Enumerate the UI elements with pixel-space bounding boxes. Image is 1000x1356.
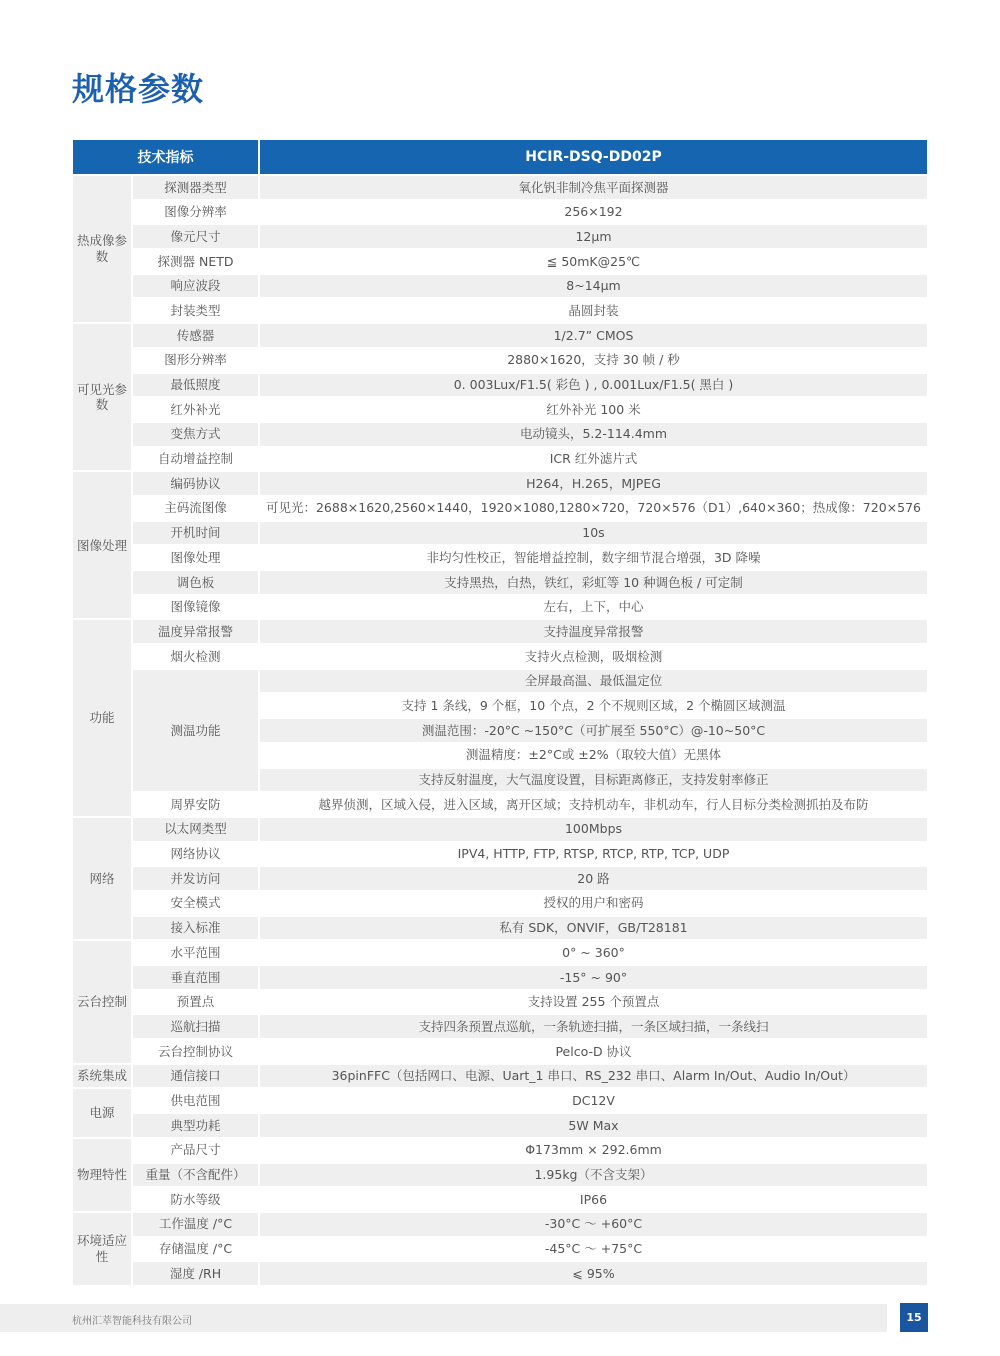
- spec-value: 100Mbps: [259, 817, 928, 842]
- spec-value: 测温范围：-20°C ~150°C（可扩展至 550°C）@-10~50°C: [259, 718, 928, 743]
- spec-label: 湿度 /RH: [132, 1261, 259, 1286]
- spec-label: 并发访问: [132, 866, 259, 891]
- table-row: [72, 595, 928, 620]
- table-row: [72, 1163, 928, 1188]
- spec-label: 防水等级: [132, 1187, 259, 1212]
- spec-label: 周界安防: [132, 792, 259, 817]
- spec-value: 1.95kg（不含支架）: [259, 1163, 928, 1188]
- table-row: [72, 521, 928, 546]
- spec-value: -15° ~ 90°: [259, 965, 928, 990]
- spec-value: IP66: [259, 1187, 928, 1212]
- spec-label: 图像镜像: [132, 595, 259, 620]
- table-row: [72, 200, 928, 225]
- spec-value: 电动镜头，5.2-114.4mm: [259, 422, 928, 447]
- group-label: 可见光参数: [72, 323, 132, 471]
- spec-label: 调色板: [132, 570, 259, 595]
- table-row: [72, 447, 928, 472]
- table-row: [72, 1064, 928, 1089]
- company-name: 杭州汇萃智能科技有限公司: [72, 1316, 192, 1327]
- spec-label: 传感器: [132, 323, 259, 348]
- spec-value: H264，H.265，MJPEG: [259, 471, 928, 496]
- spec-label: 主码流图像: [132, 496, 259, 521]
- spec-label: 变焦方式: [132, 422, 259, 447]
- spec-label: 图像分辨率: [132, 200, 259, 225]
- spec-value: 5W Max: [259, 1113, 928, 1138]
- table-row: [72, 397, 928, 422]
- table-row: [72, 940, 928, 965]
- spec-value: 36pinFFC（包括网口、电源、Uart_1 串口、RS_232 串口、Alarm In/Out、Audio In/Out）: [259, 1064, 928, 1089]
- table-row: [72, 422, 928, 447]
- spec-value: 支持反射温度，大气温度设置，目标距离修正，支持发射率修正: [259, 768, 928, 793]
- group-label: 物理特性: [72, 1138, 132, 1212]
- group-label: 云台控制: [72, 940, 132, 1063]
- table-row: [72, 175, 928, 200]
- spec-label: 探测器类型: [132, 175, 259, 200]
- group-label: 网络: [72, 817, 132, 940]
- spec-label: 安全模式: [132, 891, 259, 916]
- group-label: 环境适应性: [72, 1212, 132, 1286]
- spec-value: 支持 1 条线，9 个框，10 个点，2 个不规则区域，2 个椭圆区域测温: [259, 693, 928, 718]
- spec-value: Pelco-D 协议: [259, 1039, 928, 1064]
- spec-value: 2880×1620，支持 30 帧 / 秒: [259, 348, 928, 373]
- spec-value: 支持设置 255 个预置点: [259, 990, 928, 1015]
- spec-value: 测温精度：±2°C或 ±2%（取较大值）无黑体: [259, 743, 928, 768]
- spec-value: IPV4, HTTP, FTP, RTSP, RTCP, RTP, TCP, UDP: [259, 842, 928, 867]
- spec-value: 全屏最高温、最低温定位: [259, 669, 928, 694]
- spec-value: ⩽ 95%: [259, 1261, 928, 1286]
- spec-value: -45°C ～ +75°C: [259, 1237, 928, 1262]
- table-row: [72, 1088, 928, 1113]
- spec-label: 工作温度 /°C: [132, 1212, 259, 1237]
- table-row: [72, 1039, 928, 1064]
- spec-value: 256×192: [259, 200, 928, 225]
- spec-label: 封装类型: [132, 298, 259, 323]
- spec-label: 测温功能: [132, 669, 259, 792]
- table-row: [72, 965, 928, 990]
- table-row: [72, 298, 928, 323]
- spec-label: 供电范围: [132, 1088, 259, 1113]
- spec-label: 典型功耗: [132, 1113, 259, 1138]
- table-row: [72, 1014, 928, 1039]
- spec-value: 0. 003Lux/F1.5( 彩色 ) , 0.001Lux/F1.5( 黑白 ): [259, 373, 928, 398]
- spec-value: 红外补光 100 米: [259, 397, 928, 422]
- spec-label: 产品尺寸: [132, 1138, 259, 1163]
- spec-value: 8~14μm: [259, 274, 928, 299]
- spec-label: 温度异常报警: [132, 619, 259, 644]
- group-label: 电源: [72, 1088, 132, 1137]
- spec-value: 支持温度异常报警: [259, 619, 928, 644]
- spec-label: 水平范围: [132, 940, 259, 965]
- table-row: [72, 990, 928, 1015]
- group-label: 功能: [72, 619, 132, 817]
- table-row: [72, 1187, 928, 1212]
- spec-label: 响应波段: [132, 274, 259, 299]
- table-header: [72, 140, 928, 175]
- table-row: [72, 570, 928, 595]
- spec-value: 非均匀性校正，智能增益控制，数字细节混合增强，3D 降噪: [259, 545, 928, 570]
- spec-label: 编码协议: [132, 471, 259, 496]
- table-row: [72, 224, 928, 249]
- table-row: [72, 323, 928, 348]
- spec-value: 20 路: [259, 866, 928, 891]
- spec-value: Φ173mm × 292.6mm: [259, 1138, 928, 1163]
- spec-value: DC12V: [259, 1088, 928, 1113]
- table-row: [72, 1261, 928, 1286]
- spec-value: ICR 红外滤片式: [259, 447, 928, 472]
- table-row: [72, 496, 928, 521]
- group-label: 图像处理: [72, 471, 132, 619]
- spec-label: 云台控制协议: [132, 1039, 259, 1064]
- spec-value: 支持四条预置点巡航，一条轨迹扫描，一条区域扫描，一条线扫: [259, 1014, 928, 1039]
- table-row: [72, 471, 928, 496]
- spec-label: 图像处理: [132, 545, 259, 570]
- spec-table: [71, 140, 929, 1287]
- spec-value: 0° ~ 360°: [259, 940, 928, 965]
- header-model: HCIR-DSQ-DD02P: [259, 140, 928, 175]
- table-row: [72, 866, 928, 891]
- spec-label: 存储温度 /°C: [132, 1237, 259, 1262]
- spec-value: 左右，上下，中心: [259, 595, 928, 620]
- spec-label: 开机时间: [132, 521, 259, 546]
- table-row: [72, 1113, 928, 1138]
- table-row: [72, 249, 928, 274]
- spec-value: 1/2.7” CMOS: [259, 323, 928, 348]
- table-row: [72, 274, 928, 299]
- table-row: [72, 916, 928, 941]
- spec-label: 巡航扫描: [132, 1014, 259, 1039]
- spec-value: 支持黑热，白热，铁红，彩虹等 10 种调色板 / 可定制: [259, 570, 928, 595]
- spec-value: 12μm: [259, 224, 928, 249]
- spec-label: 网络协议: [132, 842, 259, 867]
- table-row: [72, 792, 928, 817]
- spec-label: 红外补光: [132, 397, 259, 422]
- table-row: [72, 817, 928, 842]
- table-row: [72, 545, 928, 570]
- spec-label: 自动增益控制: [132, 447, 259, 472]
- spec-label: 接入标准: [132, 916, 259, 941]
- spec-label: 探测器 NETD: [132, 249, 259, 274]
- page-title: 规格参数: [72, 70, 205, 108]
- group-label: 热成像参数: [72, 175, 132, 323]
- spec-label: 像元尺寸: [132, 224, 259, 249]
- table-row: [72, 644, 928, 669]
- table-row: [72, 619, 928, 644]
- page-number: 15: [900, 1303, 928, 1332]
- table-row: [72, 1138, 928, 1163]
- spec-label: 重量（不含配件）: [132, 1163, 259, 1188]
- spec-label: 最低照度: [132, 373, 259, 398]
- table-row: [72, 891, 928, 916]
- spec-label: 垂直范围: [132, 965, 259, 990]
- spec-value: 支持火点检测，吸烟检测: [259, 644, 928, 669]
- table-row: [72, 1212, 928, 1237]
- spec-value: -30°C ～ +60°C: [259, 1212, 928, 1237]
- spec-value: 私有 SDK，ONVIF，GB/T28181: [259, 916, 928, 941]
- spec-label: 预置点: [132, 990, 259, 1015]
- spec-label: 烟火检测: [132, 644, 259, 669]
- table-row: [72, 348, 928, 373]
- spec-value: ≦ 50mK@25℃: [259, 249, 928, 274]
- table-row: [72, 373, 928, 398]
- spec-value: 晶圆封装: [259, 298, 928, 323]
- spec-label: 通信接口: [132, 1064, 259, 1089]
- table-row: [72, 669, 928, 694]
- spec-value: 越界侦测，区域入侵，进入区域，离开区域；支持机动车，非机动车，行人目标分类检测抓拍及布防: [259, 792, 928, 817]
- spec-label: 图形分辨率: [132, 348, 259, 373]
- table-row: [72, 842, 928, 867]
- spec-value: 氧化钒非制冷焦平面探测器: [259, 175, 928, 200]
- group-label: 系统集成: [72, 1064, 132, 1089]
- spec-value: 10s: [259, 521, 928, 546]
- header-spec: 技术指标: [72, 140, 259, 175]
- spec-label: 以太网类型: [132, 817, 259, 842]
- spec-value: 授权的用户和密码: [259, 891, 928, 916]
- spec-value: 可见光：2688×1620,2560×1440，1920×1080,1280×720，720×576（D1）,640×360；热成像：720×576: [259, 496, 928, 521]
- table-row: [72, 1237, 928, 1262]
